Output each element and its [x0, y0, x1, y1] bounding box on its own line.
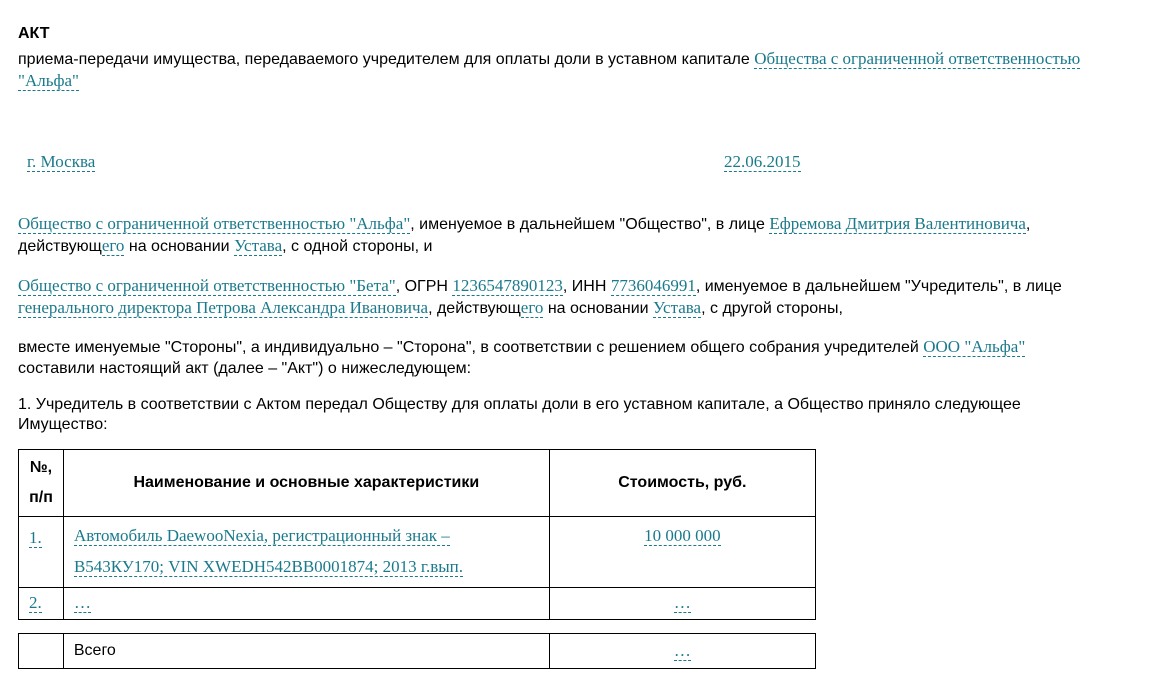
place-field[interactable]: г. Москва — [27, 152, 96, 171]
document-subtitle — [18, 48, 1080, 70]
header-num — [19, 450, 64, 517]
total-row — [19, 634, 816, 669]
party2-text1: , именуемое в дальнейшем "Учредитель", в лице — [695, 278, 1062, 295]
total-table — [18, 633, 816, 669]
document-subtitle-line2 — [18, 70, 79, 92]
party1-basis-field[interactable]: Устава — [234, 236, 283, 255]
row2-cost-field[interactable]: … — [673, 593, 691, 612]
party2-inn-label: , ИНН — [562, 278, 611, 295]
row2-cost-cell — [549, 588, 815, 620]
party2-line2 — [18, 297, 843, 319]
row1-name-cell — [63, 517, 549, 588]
total-empty-cell — [19, 634, 64, 669]
party1-representative-field[interactable]: Ефремова Дмитрия Валентиновича — [769, 214, 1026, 233]
total-label: Всего — [73, 642, 116, 659]
party2-ending-field[interactable]: его — [520, 298, 544, 317]
row1-num-cell — [19, 517, 64, 588]
header-cost: Стоимость, руб. — [549, 450, 815, 517]
party1-name-field[interactable]: Общество с ограниченной ответственностью "Альфа" — [18, 214, 411, 233]
row1-cost-cell — [549, 517, 815, 588]
party1-ending-field[interactable]: его — [101, 236, 125, 255]
document-title: АКТ — [18, 25, 50, 42]
table-row — [19, 517, 816, 588]
total-value-field[interactable]: … — [673, 641, 691, 660]
row1-num-field[interactable]: 1. — [29, 528, 42, 547]
comma: , — [1025, 216, 1031, 233]
header-num-line2: п/п — [29, 489, 53, 506]
row2-num-cell — [19, 588, 64, 620]
subtitle-company-name-field[interactable]: "Альфа" — [18, 71, 79, 90]
place-field-wrap — [27, 151, 95, 173]
subtitle-text: приема-передачи имущества, передаваемого учредителем для оплаты доли в уставном капитале — [18, 51, 750, 68]
row2-name-field[interactable]: … — [73, 593, 91, 612]
party1-text4: , с одной стороны, и — [282, 238, 433, 255]
row2-num-field[interactable]: 2. — [29, 593, 42, 612]
clause1-line2: Имущество: — [18, 416, 108, 433]
party2-text3: на основании — [543, 300, 654, 317]
party1-line1 — [18, 213, 1030, 235]
clause1-line1: 1. Учредитель в соответствии с Актом передал Обществу для оплаты доли в его уставном капитале, а Общество приняло следующее — [18, 396, 1021, 413]
party2-text2: , действующ — [428, 300, 521, 317]
row1-name-field-line1[interactable]: Автомобиль DaewooNexia, регистрационный знак – — [73, 526, 450, 545]
table-header-row — [19, 450, 816, 517]
property-table — [18, 449, 816, 620]
party2-ogrn-label: , ОГРН — [395, 278, 453, 295]
parties-clause-line2: составили настоящий акт (далее – "Акт") о нижеследующем: — [18, 360, 472, 377]
date-field[interactable]: 22.06.2015 — [724, 152, 801, 171]
party2-inn-field[interactable]: 7736046991 — [610, 276, 696, 295]
party1-text1: , именуемое в дальнейшем "Общество", в лице — [410, 216, 765, 233]
header-num-line1: №, — [29, 459, 53, 476]
parties-clause-company-field[interactable]: ООО "Альфа" — [923, 337, 1026, 356]
date-field-wrap — [724, 151, 801, 173]
party2-name-field[interactable]: Общество с ограниченной ответственностью "Бета" — [18, 276, 396, 295]
row1-cost-field[interactable]: 10 000 000 — [644, 526, 721, 545]
parties-clause-text1: вместе именуемые "Стороны", а индивидуально – "Сторона", в соответствии с решением общего собрания учредителей — [18, 339, 924, 356]
party1-text3: на основании — [124, 238, 235, 255]
party2-text4: , с другой стороны, — [701, 300, 843, 317]
row2-name-cell — [63, 588, 549, 620]
table-row — [19, 588, 816, 620]
party2-ogrn-field[interactable]: 1236547890123 — [452, 276, 563, 295]
party2-line1 — [18, 275, 1062, 297]
party2-basis-field[interactable]: Устава — [653, 298, 702, 317]
subtitle-company-field[interactable]: Общества с ограниченной ответственностью — [754, 49, 1081, 68]
parties-clause-line1 — [18, 336, 1025, 358]
party2-representative-field[interactable]: генерального директора Петрова Александра Ивановича — [18, 298, 429, 317]
header-name: Наименование и основные характеристики — [63, 450, 549, 517]
party1-text2: действующ — [18, 238, 102, 255]
total-value-cell — [549, 634, 815, 669]
party1-line2 — [18, 235, 432, 257]
total-label-cell — [63, 634, 549, 669]
row1-name-field-line2[interactable]: В543КУ170; VIN XWEDH542BB0001874; 2013 г.вып. — [73, 557, 464, 576]
